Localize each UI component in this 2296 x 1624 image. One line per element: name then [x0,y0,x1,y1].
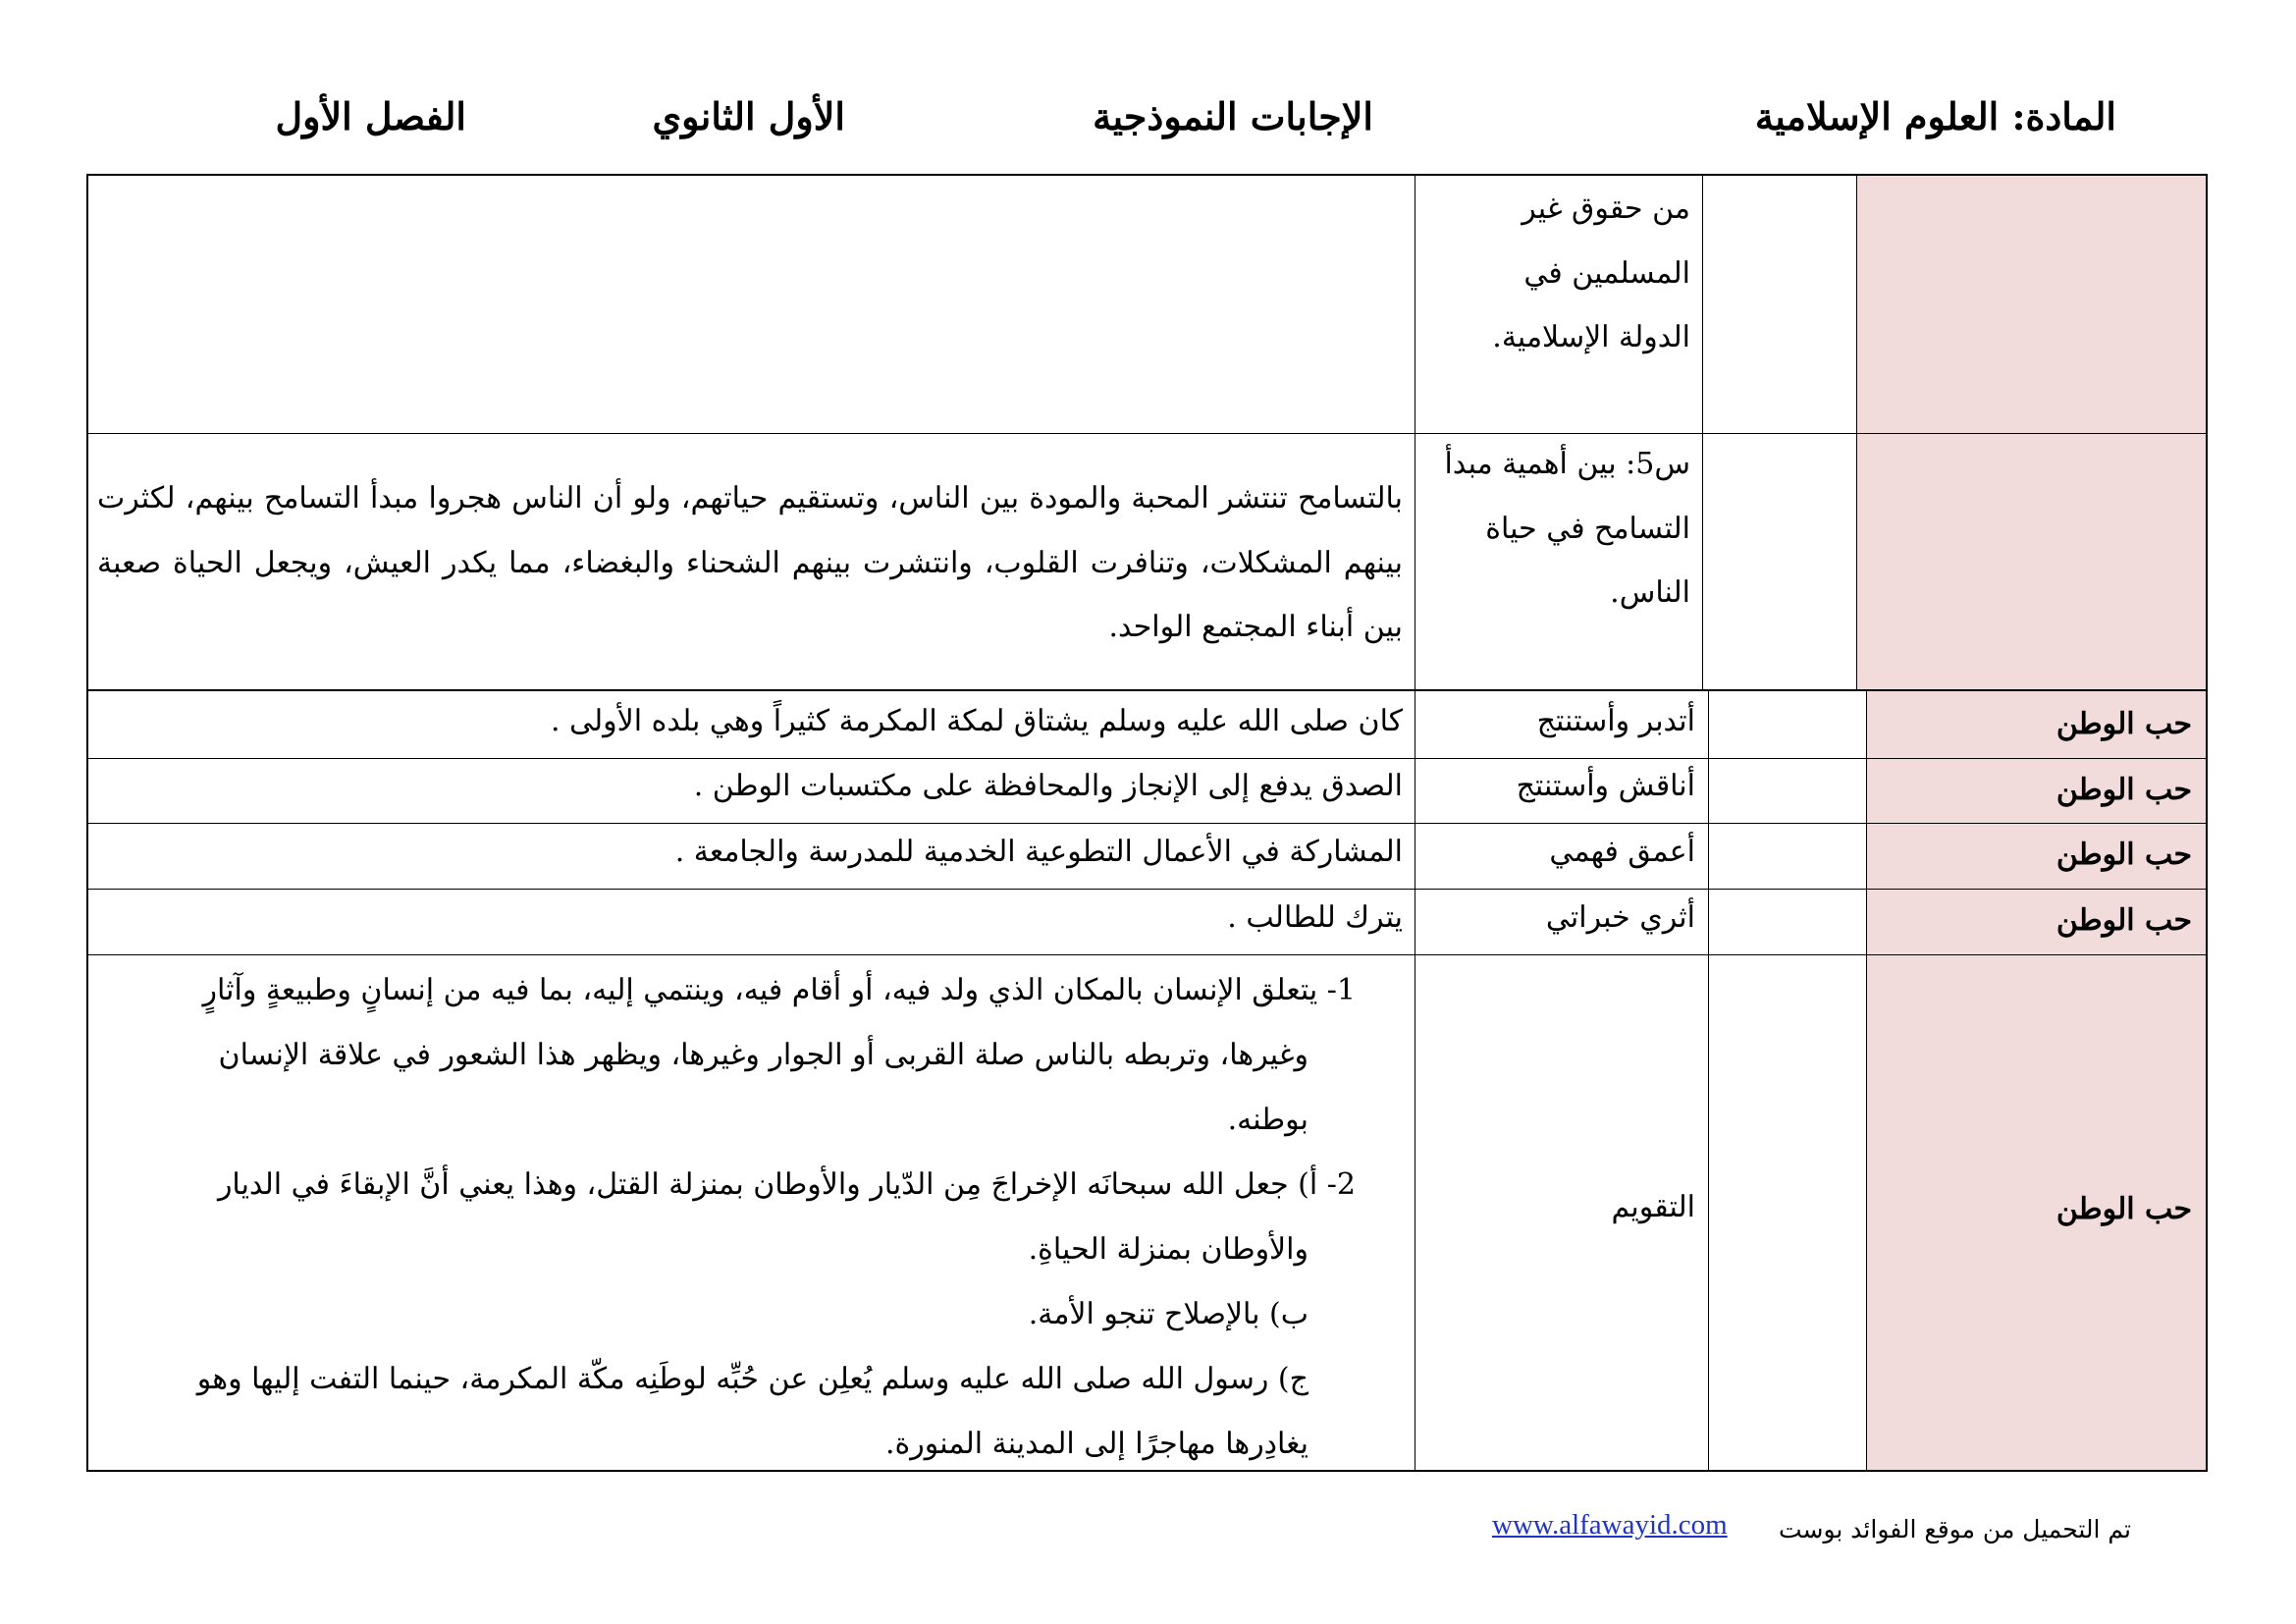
answer-line: بوطنه. [1227,1103,1308,1137]
stage-label: أناقش وأستنتج [1516,769,1695,803]
answer-line: ج) رسول الله صلى الله عليه وسلم يُعلِن عن حُبِّه لوطَنِه مكّة المكرمة، حينما التفت إليها وهو [196,1362,1308,1396]
answer-text: بالتسامح تنتشر المحبة والمودة بين الناس، وتستقيم حياتهم، ولو أن الناس هجروا مبدأ التسامح بينهم، لكثرت بينهم المشكلات، وتنافرت القلوب، وانتشرت بينهم الشحناء والبغضاء، مما يكدر العيش، ويجعل الحياة صعبة بين أبناء المجتمع الواحد. [97,481,1403,644]
answer-text: المشاركة في الأعمال التطوعية الخدمية للمدرسة والجامعة . [674,835,1403,869]
answer-line: يغادِرها مهاجرًا إلى المدينة المنورة. [884,1427,1308,1461]
grade-heading: الأول الثانوي [652,94,845,138]
subject-heading: المادة: العلوم الإسلامية [1754,94,2116,138]
topic-cell-bg [1857,175,2207,689]
stage-label: أتدبر وأستنتج [1536,704,1695,738]
footer-website-link[interactable]: www.alfawayid.com [1492,1509,1728,1541]
answer-line: والأوطان بمنزلة الحياةِ. [1028,1232,1308,1267]
stage-label: التقويم [1611,1190,1695,1224]
answer-line: ب) بالإصلاح تنجو الأمة. [1028,1297,1308,1331]
document-title: الإجابات النموذجية [1093,94,1373,138]
question-text: من حقوق غير المسلمين في الدولة الإسلامية. [1492,191,1690,354]
topic-label: حب الوطن [2056,903,2192,938]
stage-label: أثري خبراتي [1545,900,1695,935]
topic-label: حب الوطن [2056,773,2192,807]
topic-label: حب الوطن [2056,707,2192,741]
answer-line: 2- أ) جعل الله سبحانَه الإخراجَ مِن الدّيار والأوطان بمنزلة القتل، وهذا يعني أنَّ الإبقاءَ في الديار [217,1167,1356,1202]
stage-label: أعمق فهمي [1549,835,1695,869]
answer-text: يترك للطالب . [1227,900,1403,935]
answer-text: الصدق يدفع إلى الإنجاز والمحافظة على مكتسبات الوطن . [693,769,1403,803]
footer-credit: تم التحميل من موقع الفوائد بوست [1778,1515,2131,1543]
term-heading: الفصل الأول [275,94,466,138]
topic-label: حب الوطن [2056,1192,2192,1226]
answer-text: كان صلى الله عليه وسلم يشتاق لمكة المكرمة كثيراً وهي بلده الأولى . [550,704,1403,738]
topic-label: حب الوطن [2056,838,2192,872]
evaluation-answers [129,958,1356,1477]
question-text: س5: بين أهمية مبدأ التسامح في حياة الناس. [1444,447,1690,610]
answer-line: 1- يتعلق الإنسان بالمكان الذي ولد فيه، أو أقام فيه، وينتمي إليه، بما فيه من إنسانٍ وطبيعةٍ وآثارٍ [202,973,1356,1007]
answer-line: وغيرها، وتربطه بالناس صلة القربى أو الجوار وغيرها، ويظهر هذا الشعور في علاقة الإنسان [218,1038,1308,1072]
